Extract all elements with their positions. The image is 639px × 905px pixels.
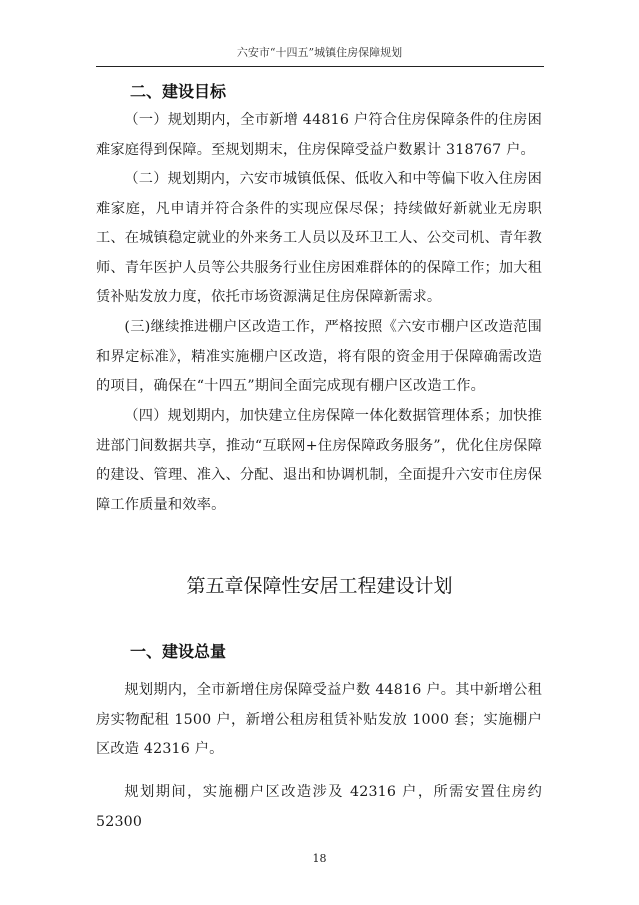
paragraph-goal-4: （四）规划期内，加快建立住房保障一体化数据管理体系；加快推进部门间数据共享，推动“互联网+住房保障政务服务”，优化住房保障的建设、管理、准入、分配、退出和协调机制，全面提升六安市住房保障工作质量和效率。 [96, 408, 543, 513]
paragraph-total-1: 规划期内，全市新增住房保障受益户数 44816 户。其中新增公租房实物配租 1500 户，新增公租房租赁补贴发放 1000 套；实施棚户区改造 42316 户。 [96, 682, 542, 757]
paragraph-goal-3: (三)继续推进棚户区改造工作，严格按照《六安市棚户区改造范围和界定标准》，精准实施棚户区改造，将有限的资金用于保障确需改造的项目，确保在“十四五”期间全面完成现有棚户区改造工作。 [96, 319, 542, 394]
chapter-title: 第五章保障性安居工程建设计划 [186, 575, 453, 597]
section-heading-total: 一、建设总量 [130, 642, 227, 661]
header-rule [96, 66, 544, 67]
paragraph-goal-2: （二）规划期内，六安市城镇低保、低收入和中等偏下收入住房困难家庭，凡申请并符合条件的实现应保尽保；持续做好新就业无房职工、在城镇稳定就业的外来务工人员以及环卫工人、公交司机、青年教师、青年医护人员等公共服务行业住房困难群体的的保障工作；加大租赁补贴发放力度，依托市场资源满足住房保障新需求。 [96, 171, 543, 305]
page-number: 18 [312, 852, 327, 865]
section-heading-goals: 二、建设目标 [130, 82, 227, 101]
paragraph-total-2: 规划期间，实施棚户区改造涉及 42316 户，所需安置住房约 52300 [96, 784, 542, 830]
running-header: 六安市“十四五”城镇住房保障规划 [236, 46, 403, 59]
paragraph-goal-1: （一）规划期内，全市新增 44816 户符合住房保障条件的住房困难家庭得到保障。至规划期末，住房保障受益户数累计 318767 户。 [96, 112, 542, 158]
